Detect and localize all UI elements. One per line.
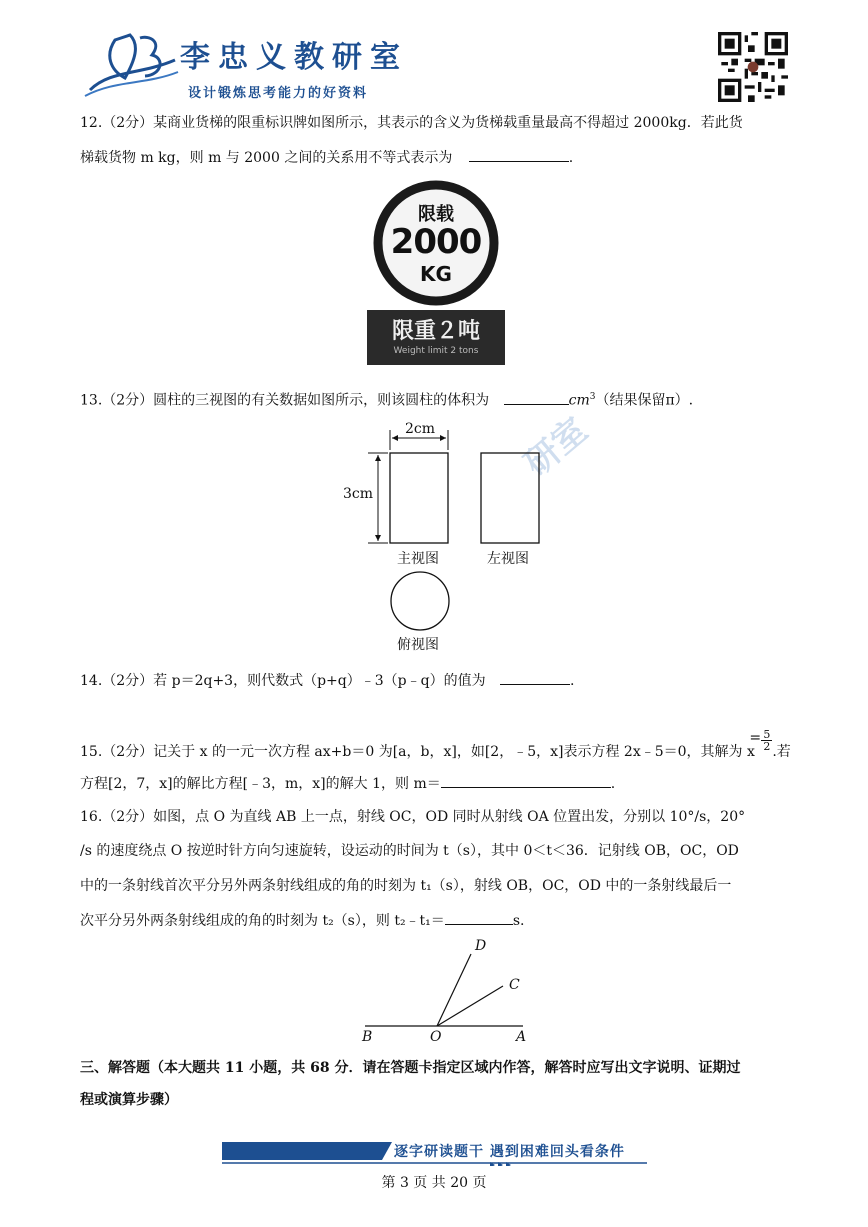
sign-banner-subtext: Weight limit 2 tons: [393, 346, 479, 356]
page-number: 第 3 页 共 20 页: [381, 1175, 487, 1191]
sign-banner-text: 限重２吨: [391, 319, 480, 344]
width-label: 2cm: [405, 421, 436, 437]
footer-bar: [222, 1138, 647, 1166]
q13-unit: cm: [568, 392, 590, 409]
left-view-rect: [481, 453, 539, 543]
sign-unit: KG: [420, 262, 452, 286]
q15-frac-den: 2: [763, 740, 771, 753]
q12-line2: [80, 147, 573, 168]
label-B: B: [362, 1029, 373, 1045]
q15-line1: [80, 728, 791, 762]
q14-text: 14.（2分）若 p＝2q+3，则代数式（p+q）﹣3（p﹣q）的值为: [80, 673, 486, 689]
q13-unit-exp: 3: [589, 392, 596, 402]
q13-text: 13.（2分）圆柱的三视图的有关数据如图所示，则该圆柱的体积为: [80, 392, 490, 409]
q15-line1-end: .若: [772, 744, 791, 760]
top-view-label: 俯视图: [397, 637, 439, 653]
height-label: 3cm: [343, 486, 374, 502]
q15-text: 15.（2分）记关于 x 的一元一次方程 ax+b＝0 为[a，b，x]，如[2，﹣5，x]表示方程 2x﹣5＝0，其解为 x: [80, 744, 755, 760]
sign-banner: [367, 310, 505, 365]
q16-line4-end: s.: [512, 913, 525, 929]
q15-fraction: [749, 728, 772, 753]
watermark: 研室: [517, 410, 596, 485]
q15-equals: =: [749, 730, 762, 746]
logo-wave-icon: [80, 30, 180, 100]
weight-limit-sign: [365, 180, 507, 367]
q12-line1: 12.（2分）某商业货梯的限重标识牌如图所示，其表示的含义为货梯载重量最高不得超过 2000kg．若此货: [80, 115, 743, 131]
section3-heading-line1: 三、解答题（本大题共 11 小题，共 68 分．请在答题卡指定区域内作答，解答时应写出文字说明、证期过: [80, 1060, 741, 1076]
q14-answer-blank[interactable]: [500, 670, 570, 685]
q13-text-end: （结果保留π）.: [595, 392, 694, 409]
q12-line2-end: .: [568, 150, 574, 166]
q16-line3: 中的一条射线首次平分另外两条射线组成的角的时刻为 t₁（s），射线 OB，OC，OD 中的一条射线最后一: [80, 878, 732, 894]
cylinder-three-views: [340, 420, 560, 650]
front-view-label: 主视图: [397, 551, 439, 567]
q16-line4: [80, 910, 524, 931]
q15-frac-num: 5: [763, 728, 771, 741]
q15-line2-text: 方程[2，7，x]的解比方程[﹣3，m，x]的解大 1，则 m＝: [80, 776, 441, 792]
left-view-label: 左视图: [487, 551, 529, 567]
q12-answer-blank[interactable]: [469, 147, 569, 162]
label-C: C: [509, 977, 520, 993]
sign-number: 2000: [390, 222, 482, 262]
footer-slogan: 逐字研读题干 遇到困难回头看条件: [394, 1144, 625, 1160]
q16-answer-blank[interactable]: [445, 910, 513, 925]
q13-line: [80, 387, 693, 411]
section3-heading-line2: 程或演算步骤）: [80, 1092, 178, 1108]
label-A: A: [516, 1029, 527, 1045]
qr-code-icon: [718, 32, 788, 102]
brand-name: 李忠义教研室: [180, 40, 408, 75]
q16-line4-text: 次平分另外两条射线组成的角的时刻为 t₂（s），则 t₂﹣t₁＝: [80, 913, 445, 929]
q13-answer-blank[interactable]: [504, 390, 569, 405]
sign-top-text: 限载: [418, 204, 454, 225]
q15-line2: [80, 773, 615, 794]
label-D: D: [475, 938, 487, 954]
q14-text-end: .: [570, 673, 575, 689]
q12-line2-text: 梯载货物 m kg，则 m 与 2000 之间的关系用不等式表示为: [80, 150, 453, 166]
front-view-rect: [390, 453, 448, 543]
header-logo: [80, 26, 410, 102]
brand-slogan: 设计锻炼思考能力的好资料: [188, 86, 369, 101]
q14-line: [80, 670, 574, 691]
top-view-circle: [391, 572, 449, 630]
label-O: O: [430, 1029, 442, 1045]
q15-line2-end: .: [610, 776, 616, 792]
rays-figure: [355, 938, 555, 1043]
q15-answer-blank[interactable]: [441, 773, 611, 788]
q16-line1: 16.（2分）如图，点 O 为直线 AB 上一点，射线 OC，OD 同时从射线 OA 位置出发，分别以 10°/s，20°: [80, 809, 746, 825]
q16-line2: /s 的速度绕点 O 按逆时针方向匀速旋转，设运动的时间为 t（s），其中 0＜t＜36．记射线 OB，OC，OD: [80, 843, 739, 859]
